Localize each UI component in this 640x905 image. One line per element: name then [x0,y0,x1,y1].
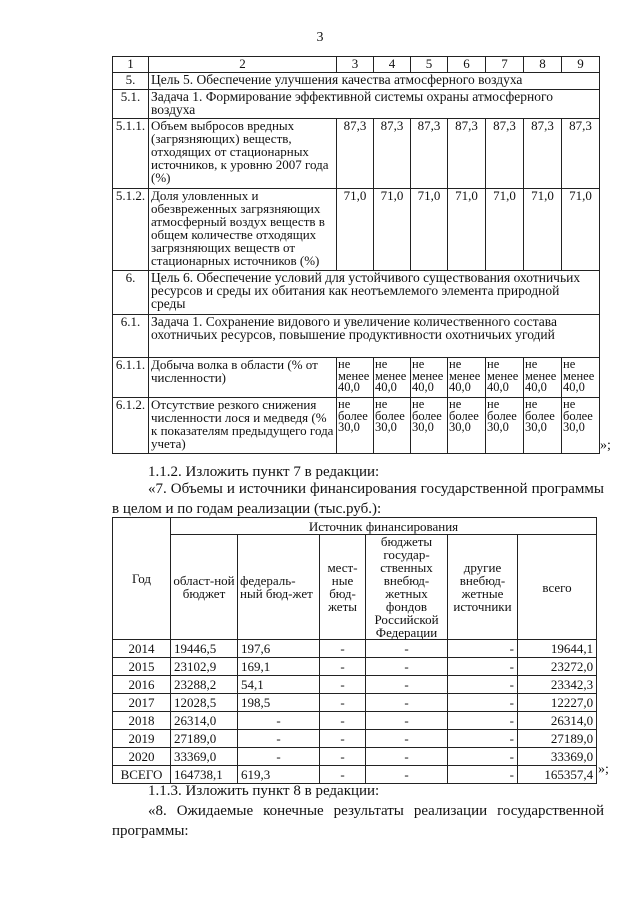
local-cell: - [320,640,366,658]
federal-cell: - [238,712,320,730]
source-header: Источник финансирования [171,518,597,535]
indicator-text: Отсутствие резкого снижения численности лося и медведя (% к показателям предыдущего года учета) [149,398,337,454]
table1-closing-quote: »; [600,438,611,453]
value-cell: не менее 40,0 [337,358,374,398]
year-cell: 2020 [113,748,171,766]
regional-cell: 23288,2 [171,676,238,694]
table-row [113,712,597,730]
year-cell: 2014 [113,640,171,658]
local-cell: - [320,694,366,712]
task-text: Задача 1. Сохранение видового и увеличение количественного состава охотничьих ресурсов, повышение продуктивности охотничьих угодий [149,315,600,358]
table-row [113,358,600,398]
value-cell: не менее 40,0 [448,358,486,398]
financing-table [112,517,597,784]
total-cell: 23272,0 [518,658,597,676]
table-row [113,90,600,119]
local-cell: - [320,766,366,784]
funds-cell: - [366,730,448,748]
value-cell: не более 30,0 [374,398,411,454]
row-number: 5.1.1. [113,119,149,189]
column-header: другие внебюд-жетные источники [448,535,518,640]
value-cell: не менее 40,0 [411,358,448,398]
regional-cell: 33369,0 [171,748,238,766]
year-header: Год [113,518,171,640]
federal-cell: - [238,730,320,748]
value-cell: 71,0 [486,189,524,271]
other-cell: - [448,676,518,694]
table-row [113,676,597,694]
goal-text: Цель 6. Обеспечение условий для устойчивого существования охотничьих ресурсов и среды их обитания как неотъемлемого элемента природной среды [149,271,600,315]
row-number: 6.1.1. [113,358,149,398]
paragraph-7: «7. Объемы и источники финансирования государственной программы в целом и по годам реализации (тыс.руб.): [112,481,604,517]
year-cell: ВСЕГО [113,766,171,784]
header-cell: 1 [113,57,149,73]
funds-cell: - [366,712,448,730]
regional-cell: 23102,9 [171,658,238,676]
table-row [113,189,600,271]
total-cell: 12227,0 [518,694,597,712]
table-row [113,119,600,189]
header-cell: 2 [149,57,337,73]
indicator-text: Добыча волка в области (% от численности) [149,358,337,398]
local-cell: - [320,730,366,748]
table-row [113,398,600,454]
indicator-text: Объем выбросов вредных (загрязняющих) веществ, отходящих от стационарных источников, к уровню 2007 года (%) [149,119,337,189]
row-number: 5.1. [113,90,149,119]
regional-cell: 26314,0 [171,712,238,730]
value-cell: 71,0 [562,189,600,271]
header-cell: 6 [448,57,486,73]
value-cell: не менее 40,0 [374,358,411,398]
table2-closing-quote: »; [598,762,609,777]
value-cell: 71,0 [448,189,486,271]
local-cell: - [320,712,366,730]
year-cell: 2018 [113,712,171,730]
federal-cell: 198,5 [238,694,320,712]
value-cell: 87,3 [374,119,411,189]
year-cell: 2016 [113,676,171,694]
row-number: 5. [113,73,149,90]
other-cell: - [448,766,518,784]
value-cell: не более 30,0 [524,398,562,454]
value-cell: не менее 40,0 [562,358,600,398]
column-header: област-ной бюджет [171,535,238,640]
funds-cell: - [366,748,448,766]
row-number: 6.1.2. [113,398,149,454]
task-text: Задача 1. Формирование эффективной системы охраны атмосферного воздуха [149,90,600,119]
column-header: бюджеты государ-ственных внебюд-жетных фондов Российской Федерации [366,535,448,640]
local-cell: - [320,676,366,694]
table-row [113,73,600,90]
paragraph-1-1-3: 1.1.3. Изложить пункт 8 в редакции: [148,783,380,799]
table-row [113,658,597,676]
value-cell: не более 30,0 [337,398,374,454]
federal-cell: 197,6 [238,640,320,658]
table-row [113,694,597,712]
goal-text: Цель 5. Обеспечение улучшения качества атмосферного воздуха [149,73,600,90]
federal-cell: 619,3 [238,766,320,784]
value-cell: не более 30,0 [411,398,448,454]
other-cell: - [448,748,518,766]
other-cell: - [448,658,518,676]
value-cell: не более 30,0 [448,398,486,454]
table-header-row [113,518,597,535]
funds-cell: - [366,658,448,676]
regional-cell: 27189,0 [171,730,238,748]
other-cell: - [448,640,518,658]
total-cell: 33369,0 [518,748,597,766]
local-cell: - [320,658,366,676]
header-cell: 3 [337,57,374,73]
table-header-row [113,535,597,640]
table-row [113,271,600,315]
regional-cell: 164738,1 [171,766,238,784]
table-row [113,640,597,658]
paragraph-1-1-2: 1.1.2. Изложить пункт 7 в редакции: [148,464,380,480]
header-cell: 5 [411,57,448,73]
regional-cell: 19446,5 [171,640,238,658]
funds-cell: - [366,676,448,694]
value-cell: 71,0 [337,189,374,271]
column-header: мест-ные бюд-жеты [320,535,366,640]
other-cell: - [448,730,518,748]
header-cell: 4 [374,57,411,73]
row-number: 5.1.2. [113,189,149,271]
federal-cell: - [238,748,320,766]
value-cell: 87,3 [562,119,600,189]
federal-cell: 169,1 [238,658,320,676]
value-cell: не более 30,0 [562,398,600,454]
federal-cell: 54,1 [238,676,320,694]
header-cell: 8 [524,57,562,73]
table-row [113,315,600,358]
value-cell: 87,3 [337,119,374,189]
year-cell: 2017 [113,694,171,712]
value-cell: 87,3 [448,119,486,189]
other-cell: - [448,694,518,712]
local-cell: - [320,748,366,766]
value-cell: 71,0 [524,189,562,271]
indicators-table [112,56,600,454]
total-cell: 165357,4 [518,766,597,784]
value-cell: 87,3 [486,119,524,189]
funds-cell: - [366,640,448,658]
value-cell: 87,3 [524,119,562,189]
other-cell: - [448,712,518,730]
indicator-text: Доля уловленных и обезвреженных загрязняющих атмосферный воздух веществ в общем количестве отходящих загрязняющих веществ от стационарных источников (%) [149,189,337,271]
funds-cell: - [366,694,448,712]
table-row [113,748,597,766]
paragraph-8: «8. Ожидаемые конечные результаты реализации государственной программы: [112,803,604,839]
header-cell: 9 [562,57,600,73]
value-cell: не менее 40,0 [524,358,562,398]
page-number: 3 [316,30,324,45]
total-cell: 27189,0 [518,730,597,748]
year-cell: 2019 [113,730,171,748]
value-cell: не менее 40,0 [486,358,524,398]
row-number: 6.1. [113,315,149,358]
total-cell: 26314,0 [518,712,597,730]
total-cell: 19644,1 [518,640,597,658]
value-cell: 71,0 [374,189,411,271]
value-cell: 87,3 [411,119,448,189]
row-number: 6. [113,271,149,315]
total-cell: 23342,3 [518,676,597,694]
funds-cell: - [366,766,448,784]
year-cell: 2015 [113,658,171,676]
table-row [113,730,597,748]
regional-cell: 12028,5 [171,694,238,712]
column-header: всего [518,535,597,640]
column-header: федераль-ный бюд-жет [238,535,320,640]
value-cell: не более 30,0 [486,398,524,454]
table-header-row [113,57,600,73]
header-cell: 7 [486,57,524,73]
value-cell: 71,0 [411,189,448,271]
